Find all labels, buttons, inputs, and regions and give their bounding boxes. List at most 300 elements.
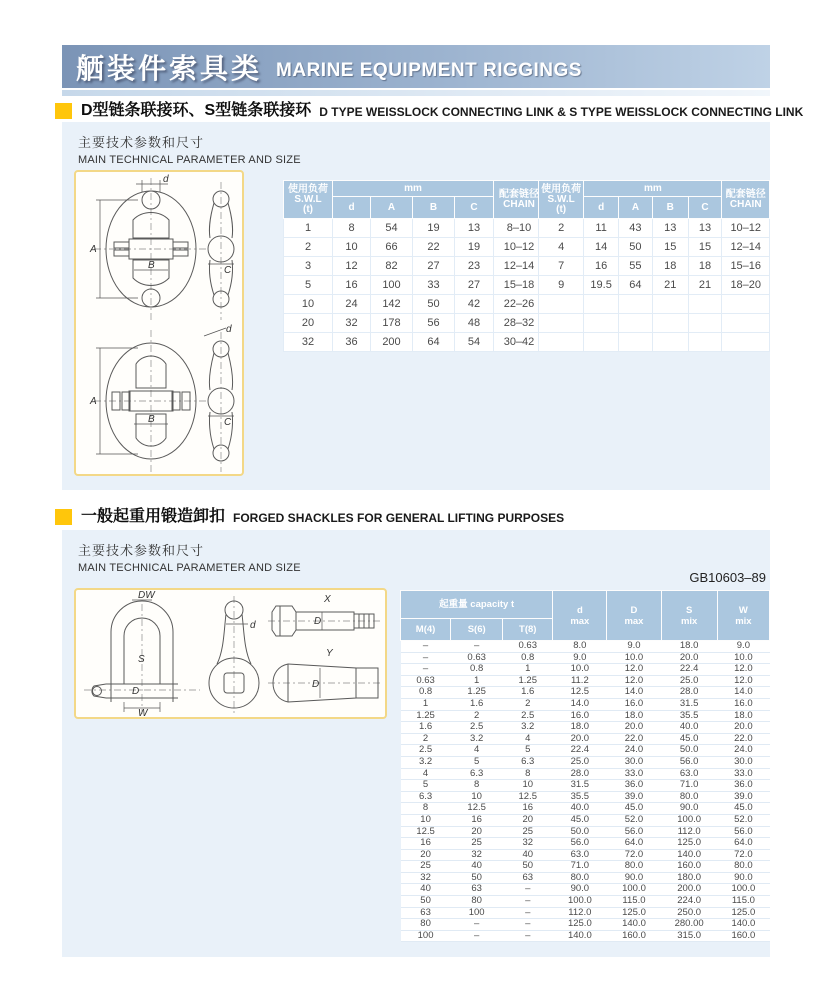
table-cell: 45.0	[607, 803, 661, 815]
table-cell: 18.0	[717, 710, 769, 722]
table-cell: 11	[584, 219, 619, 238]
table-cell	[618, 295, 652, 314]
table-row	[284, 257, 545, 276]
col-header-D-max: D max	[607, 591, 661, 641]
table-row	[284, 333, 545, 352]
dim-label-D-y: D	[312, 679, 320, 690]
table-cell: 16	[451, 814, 503, 826]
dim-label-C2: C	[224, 417, 232, 428]
table-cell: 0.63	[451, 652, 503, 664]
dim-label-B: B	[148, 260, 155, 271]
table-row	[401, 919, 770, 931]
table-cell: 125.0	[553, 919, 607, 931]
table-cell: 9.0	[717, 641, 769, 653]
table-cell: 45.0	[717, 803, 769, 815]
table-cell: 13	[652, 219, 688, 238]
table-cell	[618, 333, 652, 352]
table-cell: 50	[413, 295, 455, 314]
table-cell: 14.0	[717, 687, 769, 699]
table-cell: 64	[413, 333, 455, 352]
link-drawing-box	[74, 170, 244, 476]
table-cell: 22.4	[553, 745, 607, 757]
table-cell: –	[503, 930, 553, 942]
table-cell: 31.5	[661, 698, 717, 710]
table-cell: 4	[401, 768, 451, 780]
table-cell: 22	[413, 238, 455, 257]
dim-label-A: A	[90, 244, 97, 255]
table-cell: 21	[688, 276, 722, 295]
table-cell: 0.63	[401, 675, 451, 687]
table-cell: 16.0	[607, 698, 661, 710]
col-header-chain: 配套链径 CHAIN	[494, 181, 545, 219]
subtitle-en: MAIN TECHNICAL PARAMETER AND SIZE	[78, 154, 301, 166]
table-cell: 1	[503, 664, 553, 676]
table-cell: 15	[652, 238, 688, 257]
table-cell: 7	[539, 257, 584, 276]
table-cell: 32	[284, 333, 333, 352]
pin-x-label: X	[324, 594, 331, 605]
table-row	[284, 314, 545, 333]
col-header-B: B	[652, 197, 688, 219]
table-cell: 1	[401, 698, 451, 710]
pin-y-label: Y	[326, 648, 333, 659]
table-row	[401, 780, 770, 792]
table-cell: 5	[401, 780, 451, 792]
table-cell: 18	[688, 257, 722, 276]
table-row	[539, 333, 770, 352]
subtitle-zh: 主要技术参数和尺寸	[78, 135, 205, 150]
table-row	[284, 219, 545, 238]
table-cell: 55	[618, 257, 652, 276]
table-cell: 8	[503, 768, 553, 780]
table-cell: 4	[451, 745, 503, 757]
table-cell: 80	[451, 896, 503, 908]
table-cell: 72.0	[607, 849, 661, 861]
table-cell: 9	[539, 276, 584, 295]
table-cell: 160.0	[717, 930, 769, 942]
col-header-d: d	[333, 197, 371, 219]
page-banner	[62, 45, 770, 88]
dim-label-d: d	[250, 620, 256, 631]
table-cell: 32	[333, 314, 371, 333]
col-header-C: C	[455, 197, 494, 219]
section2-subtitle	[78, 540, 301, 574]
table-row	[401, 872, 770, 884]
table-cell: 6.3	[451, 768, 503, 780]
col-header-capacity: 起重量 capacity t	[401, 591, 553, 619]
table-cell: 18.0	[553, 722, 607, 734]
table-row	[401, 687, 770, 699]
table-cell	[688, 333, 722, 352]
table-cell: 1.25	[503, 675, 553, 687]
table-cell: 63	[451, 884, 503, 896]
table-cell	[652, 295, 688, 314]
table-cell: 18.0	[661, 641, 717, 653]
table-cell: 80.0	[717, 861, 769, 873]
section1-subtitle	[78, 132, 301, 166]
table-cell: 50	[401, 896, 451, 908]
col-header-mm: mm	[584, 181, 722, 197]
table-cell: 20.0	[553, 733, 607, 745]
banner-title-zh: 舾装件索具类	[76, 52, 263, 84]
table-row	[284, 238, 545, 257]
table-cell: 27	[413, 257, 455, 276]
table-cell: 56.0	[607, 826, 661, 838]
table-cell: 30.0	[607, 756, 661, 768]
col-header-A: A	[618, 197, 652, 219]
table-cell: 6.3	[401, 791, 451, 803]
table-cell: 315.0	[661, 930, 717, 942]
table-cell: 1.25	[401, 710, 451, 722]
table-cell: 1.6	[401, 722, 451, 734]
table-cell: 1.6	[451, 698, 503, 710]
table-cell: 5	[284, 276, 333, 295]
table-cell: 8	[401, 803, 451, 815]
table-cell: 25	[503, 826, 553, 838]
table-cell: 35.5	[553, 791, 607, 803]
table-cell: 15–18	[494, 276, 545, 295]
section1-title-zh: D型链条联接环、S型链条联接环	[81, 102, 312, 119]
table-row	[539, 219, 770, 238]
table-cell: 48	[455, 314, 494, 333]
col-header-A: A	[371, 197, 413, 219]
col-header-chain: 配套链径 CHAIN	[722, 181, 770, 219]
table-cell: 50	[618, 238, 652, 257]
table-cell: –	[451, 641, 503, 653]
table-cell	[584, 295, 619, 314]
table-cell	[539, 295, 584, 314]
table-cell: 40.0	[661, 722, 717, 734]
table-cell: 2	[451, 710, 503, 722]
table-cell: 12.5	[401, 826, 451, 838]
table-cell: –	[503, 919, 553, 931]
table-cell: 19	[455, 238, 494, 257]
table-cell: 90.0	[661, 803, 717, 815]
section2-title-en: FORGED SHACKLES FOR GENERAL LIFTING PURPOSES	[233, 511, 565, 525]
col-header-s6: S(6)	[451, 619, 503, 641]
table-cell: 25	[451, 838, 503, 850]
table-cell: 63	[401, 907, 451, 919]
table-row	[401, 641, 770, 653]
table-cell: 30–42	[494, 333, 545, 352]
table-cell: 0.8	[503, 652, 553, 664]
table-row	[401, 930, 770, 942]
section2-heading	[55, 503, 564, 526]
table-cell: 80	[401, 919, 451, 931]
col-header-W-mix: W mix	[717, 591, 769, 641]
table-cell	[652, 333, 688, 352]
dim-label-D: D	[132, 686, 140, 697]
table-cell: 224.0	[661, 896, 717, 908]
table-cell: 10.0	[717, 652, 769, 664]
table-cell: –	[451, 919, 503, 931]
table-cell: 100.0	[717, 884, 769, 896]
table-cell: 9.0	[553, 652, 607, 664]
table-cell: 12–14	[494, 257, 545, 276]
subtitle-en: MAIN TECHNICAL PARAMETER AND SIZE	[78, 562, 301, 574]
table-row	[539, 295, 770, 314]
table-cell: 3	[284, 257, 333, 276]
dim-label-A2: A	[90, 396, 97, 407]
table-cell: 12.0	[607, 664, 661, 676]
table-cell: 50.0	[661, 745, 717, 757]
table-cell: 10	[451, 791, 503, 803]
table-cell: 13	[688, 219, 722, 238]
table-row	[539, 276, 770, 295]
table-cell: 80.0	[607, 861, 661, 873]
table-cell: 0.8	[451, 664, 503, 676]
table-cell: 71.0	[553, 861, 607, 873]
table-cell: 1	[284, 219, 333, 238]
table-cell: 22.4	[661, 664, 717, 676]
table-cell: 4	[503, 733, 553, 745]
table-cell: 112.0	[661, 826, 717, 838]
table-cell: 45.0	[661, 733, 717, 745]
table-cell: 56	[413, 314, 455, 333]
table-cell: 64.0	[717, 838, 769, 850]
table-cell: 125.0	[661, 838, 717, 850]
table-cell: 18.0	[607, 710, 661, 722]
table-cell: 63.0	[553, 849, 607, 861]
table-cell: 66	[371, 238, 413, 257]
table-cell: 6.3	[503, 756, 553, 768]
table-cell: 2.5	[401, 745, 451, 757]
table-row	[401, 733, 770, 745]
table-cell: 82	[371, 257, 413, 276]
table-cell: 16	[333, 276, 371, 295]
table-cell: 8	[333, 219, 371, 238]
table-row	[401, 884, 770, 896]
table-cell: 56.0	[717, 826, 769, 838]
table-cell: 33.0	[717, 768, 769, 780]
table-cell: 10–12	[494, 238, 545, 257]
table-row	[539, 257, 770, 276]
table-cell: –	[401, 641, 451, 653]
table-cell	[652, 314, 688, 333]
table-row	[539, 314, 770, 333]
table-cell: 36	[333, 333, 371, 352]
table-row	[401, 791, 770, 803]
table-cell: 0.8	[401, 687, 451, 699]
col-header-mm: mm	[333, 181, 494, 197]
table-cell: 33.0	[607, 768, 661, 780]
table-cell: 16.0	[717, 698, 769, 710]
table-cell: 5	[503, 745, 553, 757]
table-cell: 140.0	[607, 919, 661, 931]
section1-title-en: D TYPE WEISSLOCK CONNECTING LINK & S TYPE WEISSLOCK CONNECTING LINK	[319, 105, 804, 119]
table-cell: 140.0	[553, 930, 607, 942]
table-cell: 14.0	[553, 698, 607, 710]
table-cell	[688, 314, 722, 333]
col-header-swl: 使用负荷 S.W.L (t)	[284, 181, 333, 219]
table-cell: –	[451, 930, 503, 942]
table-cell: 16.0	[553, 710, 607, 722]
table-cell: 90.0	[717, 872, 769, 884]
table-cell: 56.0	[553, 838, 607, 850]
table-cell: 125.0	[717, 907, 769, 919]
section1-panel	[62, 122, 770, 490]
standard-number: GB10603–89	[689, 570, 766, 585]
table-cell: 36.0	[717, 780, 769, 792]
section2-panel	[62, 530, 770, 957]
table-cell: 63.0	[661, 768, 717, 780]
table-cell: 0.63	[503, 641, 553, 653]
table-cell: 15	[688, 238, 722, 257]
table-cell: 14.0	[607, 687, 661, 699]
table-cell: 71.0	[661, 780, 717, 792]
table-cell: 64	[618, 276, 652, 295]
banner-underline-strip	[62, 90, 770, 96]
table-cell: 28.0	[553, 768, 607, 780]
table-cell: 8–10	[494, 219, 545, 238]
table-cell: 12.5	[451, 803, 503, 815]
table-cell: 22.0	[717, 733, 769, 745]
table-cell: 50	[503, 861, 553, 873]
table-cell: 250.0	[661, 907, 717, 919]
table-cell: 80.0	[661, 791, 717, 803]
table-cell: 50.0	[553, 826, 607, 838]
d-type-link-drawing	[76, 172, 242, 474]
col-header-swl: 使用负荷 S.W.L (t)	[539, 181, 584, 219]
table-cell: 20.0	[607, 722, 661, 734]
table-cell: 4	[539, 238, 584, 257]
table-cell: 18	[652, 257, 688, 276]
table-cell: 19	[413, 219, 455, 238]
table-cell: 2	[539, 219, 584, 238]
table-cell: 32	[401, 872, 451, 884]
section2-title-zh: 一般起重用锻造卸扣	[81, 508, 226, 525]
table-cell	[539, 333, 584, 352]
table-cell: 10	[503, 780, 553, 792]
table-cell	[584, 314, 619, 333]
table-cell: 12.0	[717, 675, 769, 687]
table-cell: 90.0	[553, 884, 607, 896]
table-cell: 23	[455, 257, 494, 276]
table-cell: –	[401, 652, 451, 664]
table-cell: 12.0	[717, 664, 769, 676]
table-cell: 14	[584, 238, 619, 257]
table-cell: 20	[284, 314, 333, 333]
table-cell: 3.2	[401, 756, 451, 768]
shackle-size-table	[400, 590, 770, 942]
table-cell: 10	[401, 814, 451, 826]
table-cell: 100.0	[607, 884, 661, 896]
table-row	[284, 295, 545, 314]
table-cell: 10–12	[722, 219, 770, 238]
table-cell: 100	[371, 276, 413, 295]
table-row	[401, 710, 770, 722]
table-cell: 100	[451, 907, 503, 919]
table-cell: –	[503, 907, 553, 919]
table-cell: 12	[333, 257, 371, 276]
table-cell: 40	[503, 849, 553, 861]
table-cell: 160.0	[607, 930, 661, 942]
table-row	[284, 276, 545, 295]
table-cell: 2.5	[451, 722, 503, 734]
table-cell: 56.0	[661, 756, 717, 768]
table-cell: 1.6	[503, 687, 553, 699]
col-header-d: d	[584, 197, 619, 219]
table-cell: 12.0	[607, 675, 661, 687]
table-cell: 142	[371, 295, 413, 314]
table-cell: 28–32	[494, 314, 545, 333]
dim-label-D-x: D	[314, 616, 322, 627]
col-header-t8: T(8)	[503, 619, 553, 641]
table-cell: 12.5	[553, 687, 607, 699]
table-cell: 54	[371, 219, 413, 238]
table-row	[401, 838, 770, 850]
table-cell	[688, 295, 722, 314]
table-cell: 40	[401, 884, 451, 896]
subtitle-zh: 主要技术参数和尺寸	[78, 543, 205, 558]
table-row	[401, 722, 770, 734]
table-row	[401, 675, 770, 687]
table-cell: 52.0	[607, 814, 661, 826]
table-cell: 24.0	[607, 745, 661, 757]
table-cell: 8	[451, 780, 503, 792]
table-cell: 64.0	[607, 838, 661, 850]
table-cell: –	[503, 884, 553, 896]
table-cell: 80.0	[553, 872, 607, 884]
table-cell: 20	[503, 814, 553, 826]
table-cell: 2	[503, 698, 553, 710]
table-cell: 8.0	[553, 641, 607, 653]
table-cell: 24	[333, 295, 371, 314]
table-cell: 40.0	[553, 803, 607, 815]
table-row	[401, 745, 770, 757]
table-cell: 45.0	[553, 814, 607, 826]
table-cell: 2.5	[503, 710, 553, 722]
table-cell: 200	[371, 333, 413, 352]
table-cell	[722, 295, 770, 314]
yellow-bullet-icon	[55, 103, 72, 119]
table-row	[401, 803, 770, 815]
table-cell: 12.5	[503, 791, 553, 803]
table-cell: 90.0	[607, 872, 661, 884]
shackle-drawing-box	[74, 588, 387, 719]
table-cell: 31.5	[553, 780, 607, 792]
table-cell: 140.0	[717, 919, 769, 931]
yellow-bullet-icon	[55, 509, 72, 525]
table-cell: 19.5	[584, 276, 619, 295]
table-row	[401, 652, 770, 664]
table-cell: 72.0	[717, 849, 769, 861]
table-cell: 22.0	[607, 733, 661, 745]
table-cell: 28.0	[661, 687, 717, 699]
table-cell: 10.0	[553, 664, 607, 676]
table-row	[401, 907, 770, 919]
table-cell: 100.0	[553, 896, 607, 908]
table-row	[401, 896, 770, 908]
col-header-B: B	[413, 197, 455, 219]
table-cell: 100	[401, 930, 451, 942]
table-cell: 27	[455, 276, 494, 295]
table-cell: 10.0	[607, 652, 661, 664]
table-cell: 16	[401, 838, 451, 850]
table-cell: –	[401, 664, 451, 676]
table-cell: 12–14	[722, 238, 770, 257]
table-cell: 21	[652, 276, 688, 295]
table-cell: 115.0	[717, 896, 769, 908]
col-header-S-mix: S mix	[661, 591, 717, 641]
table-row	[401, 849, 770, 861]
table-row	[401, 756, 770, 768]
table-cell: 125.0	[607, 907, 661, 919]
table-cell	[722, 333, 770, 352]
table-cell: 25.0	[553, 756, 607, 768]
table-cell: 10	[333, 238, 371, 257]
table-cell: 24.0	[717, 745, 769, 757]
